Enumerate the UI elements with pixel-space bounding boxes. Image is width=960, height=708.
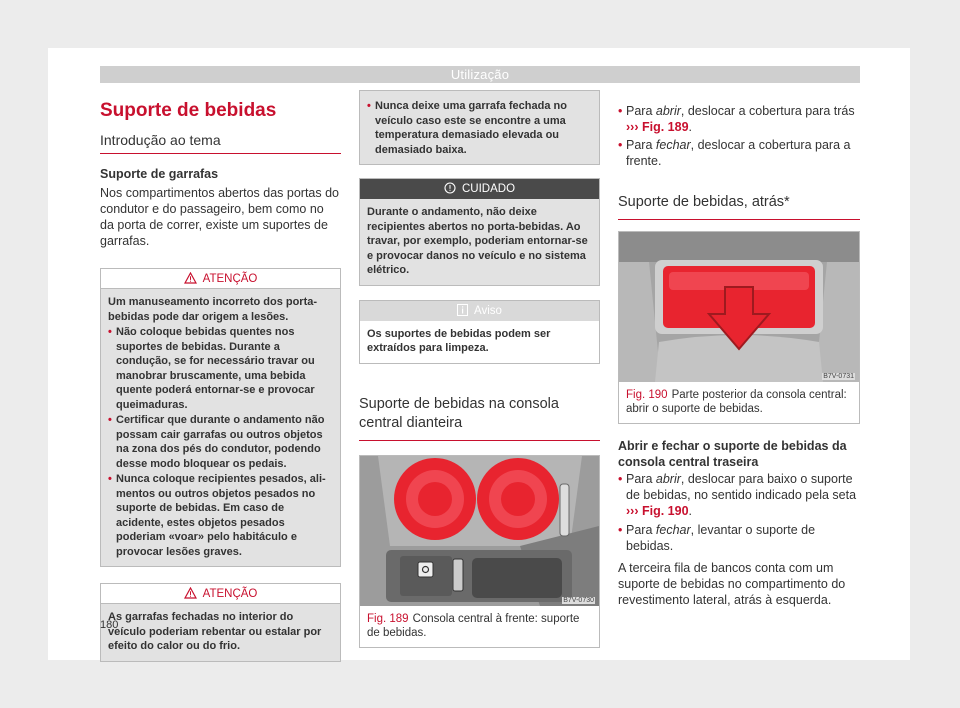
note-box-header bbox=[360, 301, 599, 321]
figure-code: B7V-0731 bbox=[823, 373, 854, 380]
emphasis: abrir bbox=[655, 104, 681, 118]
caution-circle-icon bbox=[444, 182, 456, 194]
warning-box-body: As garrafas fechadas no interior do veículo poderiam rebentar ou estalar por efeito do calor ou do frio. bbox=[101, 604, 340, 661]
rear-close-instruction: • Para fechar, levantar o suporte de bebidas. bbox=[618, 522, 860, 554]
warning-item: • Nunca deixe uma garrafa fechada no veículo caso este se encontre a uma temperatura demasiado elevada ou demasiado baixa. bbox=[367, 99, 592, 157]
figure-caption bbox=[619, 382, 859, 423]
warning-box-body bbox=[101, 289, 340, 566]
warning-box-continued bbox=[359, 90, 600, 165]
column-2 bbox=[359, 90, 600, 648]
rear-cupholder-illustration bbox=[619, 232, 859, 382]
third-row-text: A terceira fila de bancos conta com um suporte de bebidas no compartimento do revestimento lateral, atrás à esquerda. bbox=[618, 561, 846, 607]
note-label: Aviso bbox=[474, 304, 502, 317]
figure-190-image bbox=[619, 232, 859, 382]
figure-caption-text: Parte posterior da consola central: abrir o suporte de bebidas. bbox=[626, 389, 847, 415]
figure-189-image bbox=[360, 456, 599, 606]
warning-box-body bbox=[360, 91, 599, 164]
warning-box-header bbox=[101, 584, 340, 604]
figure-label: Fig. 190 bbox=[626, 389, 668, 401]
caution-box bbox=[359, 178, 600, 286]
warning-box-header bbox=[101, 269, 340, 289]
warning-triangle-icon bbox=[184, 272, 197, 284]
front-console-heading: Suporte de bebidas na consola central dianteira bbox=[359, 395, 600, 441]
figure-code: B7V-0730 bbox=[563, 596, 594, 604]
page-number: 180 bbox=[100, 619, 119, 631]
front-cupholder-illustration bbox=[360, 456, 599, 606]
emphasis: abrir bbox=[655, 472, 681, 486]
rear-holder-heading: Suporte de bebidas, atrás* bbox=[618, 193, 860, 220]
warning-box-1 bbox=[100, 268, 341, 567]
column-1 bbox=[100, 90, 341, 662]
rear-holder-subheading: Abrir e fechar o suporte de bebidas da consola central traseira bbox=[618, 439, 847, 469]
warning-item: • Nunca coloque recipientes pesados, alimentos ou outros objetos pesados no suporte de bebidas. Em caso de acidente, estes objetos pesados poderiam «voar» pelo habitáculo e provocar lesões graves. bbox=[108, 472, 333, 559]
column-3 bbox=[618, 90, 860, 608]
figure-reference-link[interactable]: ››› Fig. 189 bbox=[626, 120, 689, 134]
close-instruction: • Para fechar, deslocar a cobertura para a frente. bbox=[618, 137, 860, 169]
emphasis: fechar bbox=[655, 523, 691, 537]
emphasis: fechar bbox=[655, 138, 691, 152]
info-icon bbox=[457, 304, 468, 316]
warning-intro: Um manuseamento incorreto dos porta-bebidas pode dar origem a lesões. bbox=[108, 296, 318, 323]
caution-box-body: Durante o andamento, não deixe recipientes abertos no porta-bebidas. Ao travar, por exemplo, poderiam entornar-se e provocar danos no veículo e no sistema elétrico. bbox=[360, 199, 599, 285]
warning-label: ATENÇÃO bbox=[202, 588, 258, 600]
caution-label: CUIDADO bbox=[461, 183, 516, 195]
section-title: Suporte de bebidas bbox=[100, 100, 277, 121]
bottle-holder-text: Nos compartimentos abertos das portas do condutor e do passageiro, bem como no da porta de correr, existe um suportes de garrafas. bbox=[100, 186, 340, 248]
warning-item: • Não coloque bebidas quentes nos suportes de bebidas. Durante a condução, se for necessário travar ou manobrar bruscamente, uma bebida quente poderá entornar-se e provocar queimaduras. bbox=[108, 325, 333, 412]
figure-caption-text: Consola central à frente: suporte de bebidas. bbox=[367, 612, 580, 639]
warning-item: • Certificar que durante o andamento não possam cair garrafas ou outros objetos na zona dos pés do condutor, podendo desse modo bloquear os pedais. bbox=[108, 413, 333, 471]
figure-reference-link[interactable]: ››› Fig. 190 bbox=[626, 504, 689, 518]
warning-label: ATENÇÃO bbox=[202, 273, 258, 285]
bottle-holder-heading: Suporte de garrafas bbox=[100, 167, 219, 181]
figure-caption bbox=[360, 606, 599, 647]
section-subtitle: Introdução ao tema bbox=[100, 132, 341, 154]
page-header: Utilização bbox=[100, 66, 860, 83]
warning-box-2 bbox=[100, 583, 341, 662]
warning-triangle-icon bbox=[184, 587, 197, 599]
rear-open-instruction: • Para abrir, deslocar para baixo o suporte de bebidas, no sentido indicado pela seta ››› Fig. 190. bbox=[618, 471, 860, 519]
note-box bbox=[359, 300, 600, 364]
figure-label: Fig. 189 bbox=[367, 612, 409, 625]
caution-box-header bbox=[360, 179, 599, 199]
figure-190 bbox=[618, 231, 860, 424]
note-box-body: Os suportes de bebidas podem ser extraídos para limpeza. bbox=[360, 321, 599, 363]
figure-189 bbox=[359, 455, 600, 648]
open-instruction: • Para abrir, deslocar a cobertura para trás ››› Fig. 189. bbox=[618, 103, 860, 135]
